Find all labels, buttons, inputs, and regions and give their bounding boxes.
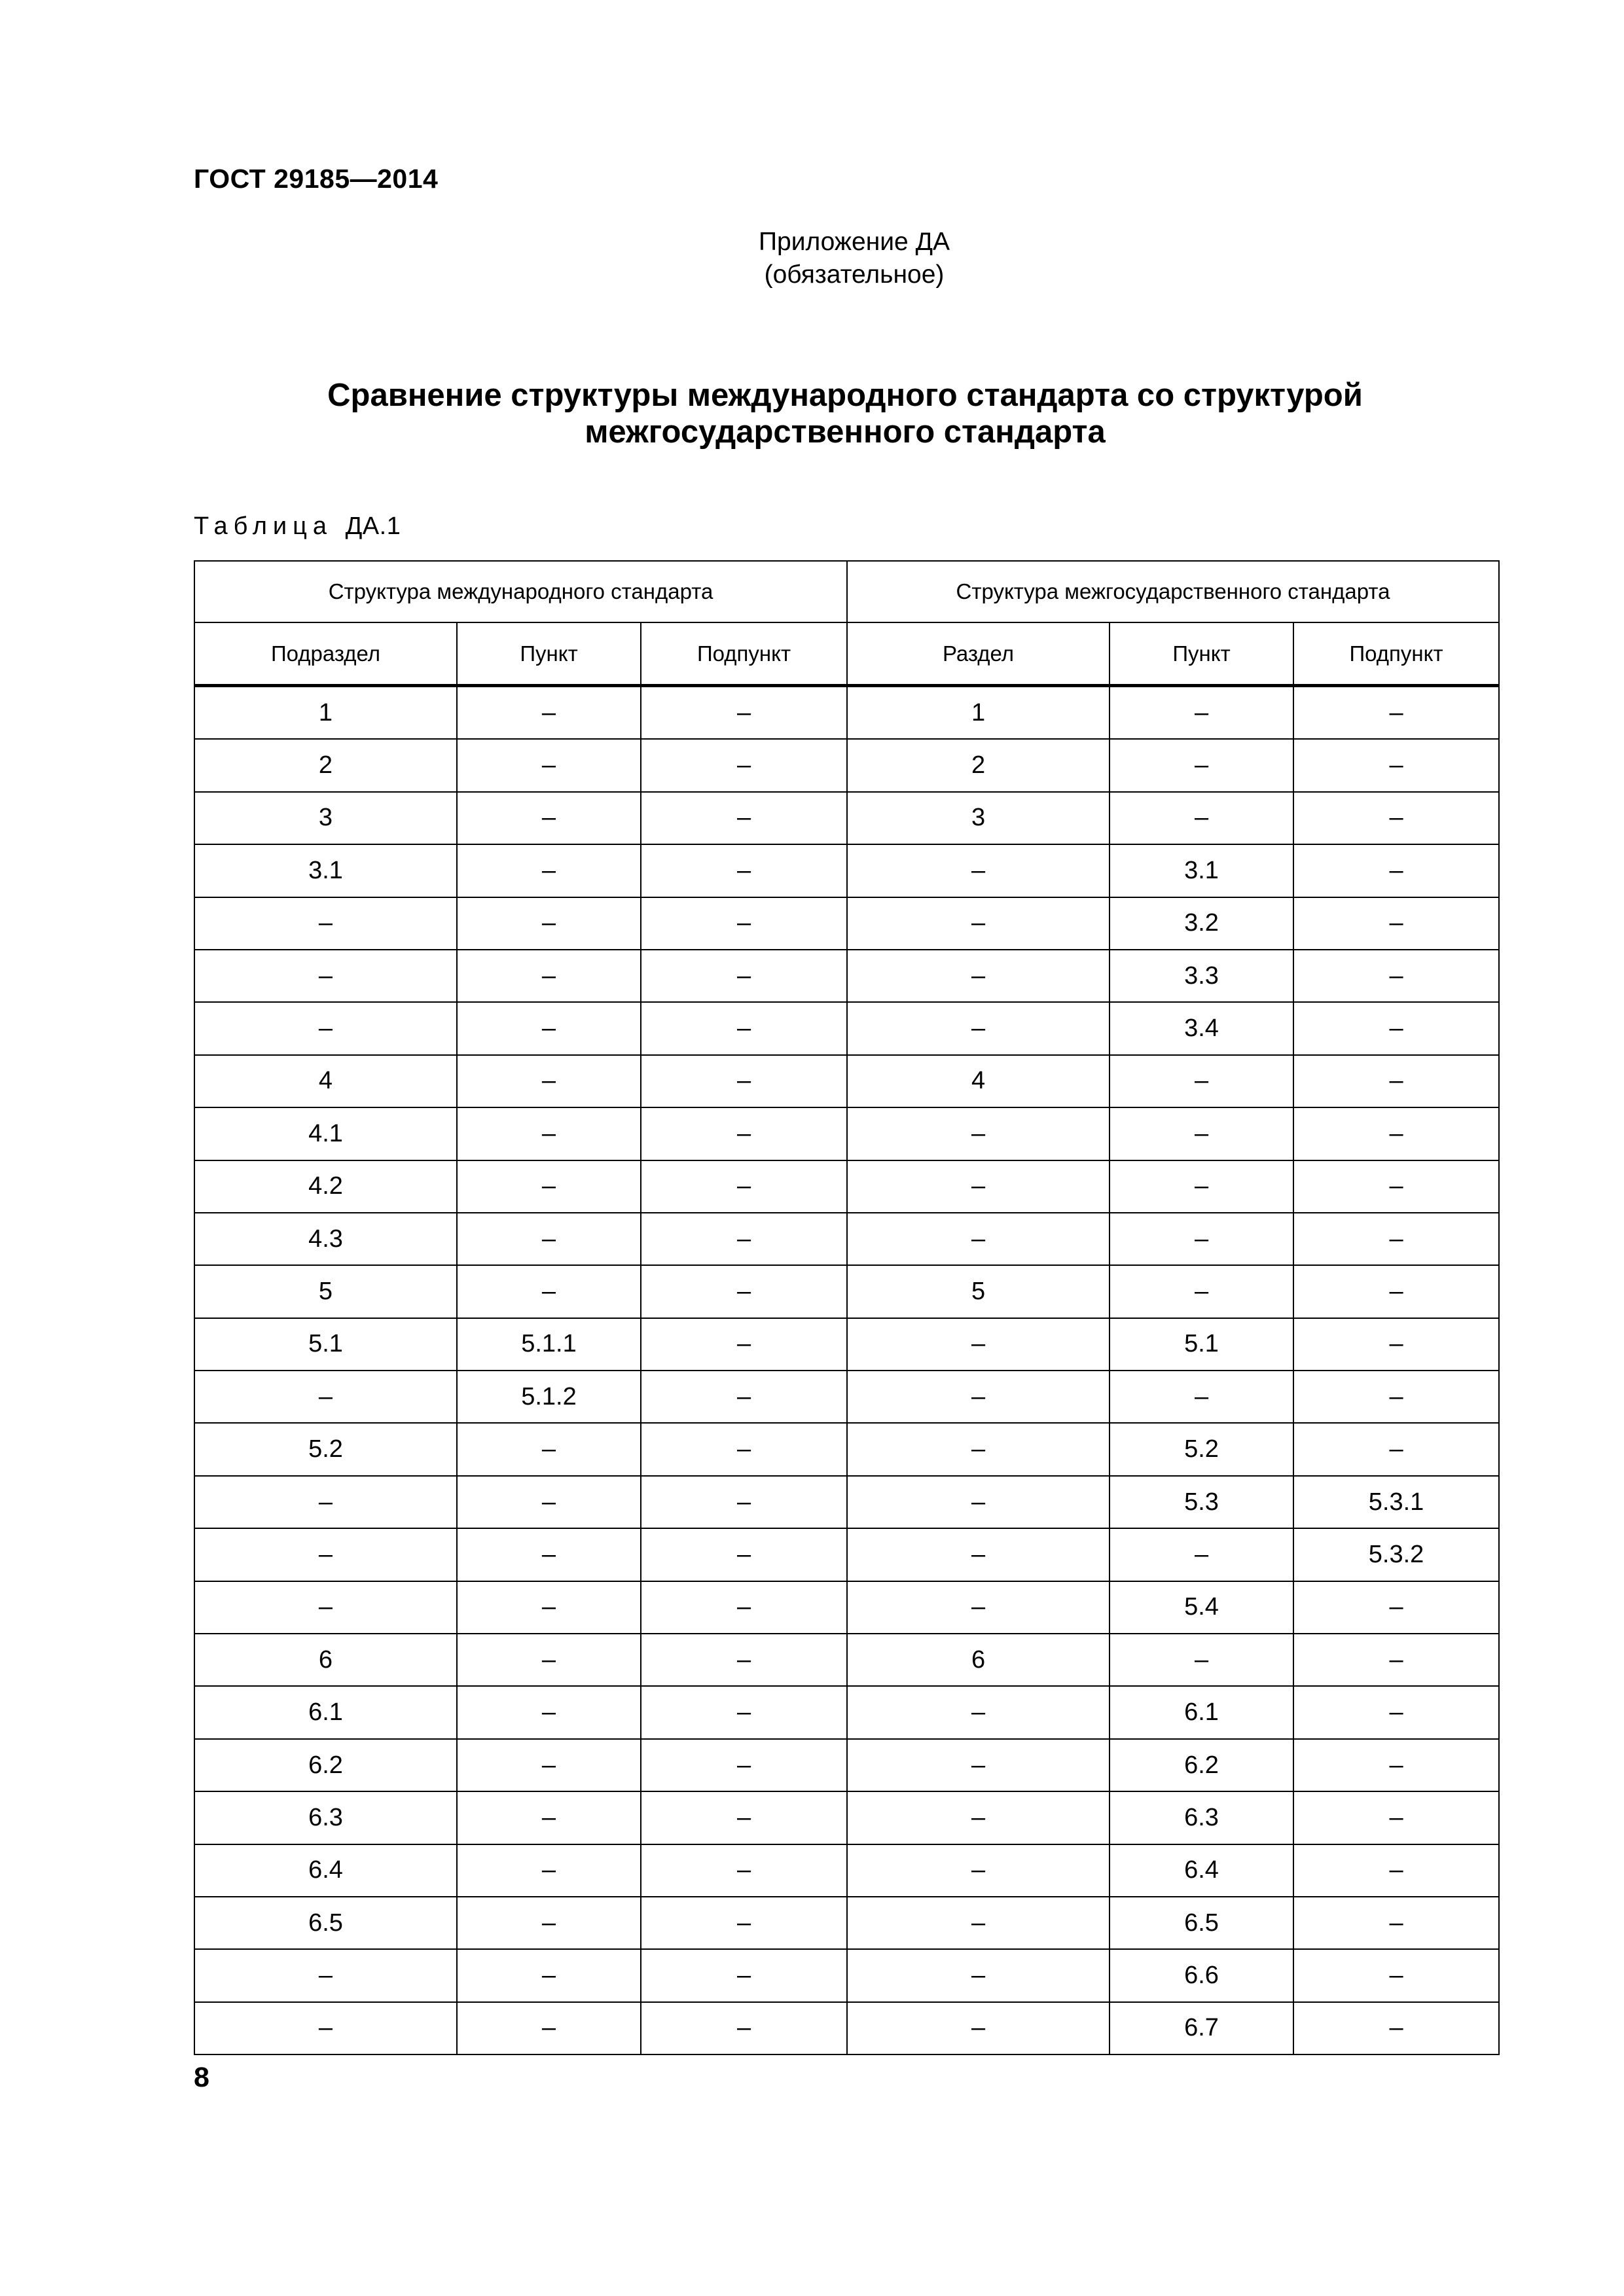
document-code: ГОСТ 29185—2014 — [194, 164, 439, 194]
table-caption-word: Таблица — [194, 512, 333, 540]
table-cell: – — [641, 1002, 847, 1054]
table-cell: – — [457, 686, 641, 740]
table-row — [194, 1686, 1499, 1738]
table-row — [194, 1371, 1499, 1423]
table-cell: 2 — [194, 739, 457, 791]
table-cell: 5 — [194, 1265, 457, 1318]
table-cell: – — [847, 1107, 1110, 1160]
table-cell: – — [1110, 1634, 1293, 1686]
table-cell: – — [641, 1265, 847, 1318]
table-cell: – — [194, 1476, 457, 1528]
column-header: Пункт — [1110, 622, 1293, 686]
table-row — [194, 950, 1499, 1002]
table-cell: 3.1 — [194, 844, 457, 897]
table-cell: – — [1293, 1213, 1499, 1265]
table-cell: – — [1293, 1634, 1499, 1686]
table-caption — [194, 512, 401, 541]
table-cell: – — [847, 1423, 1110, 1475]
table-cell: – — [194, 2002, 457, 2054]
table-cell: – — [847, 1160, 1110, 1213]
table-cell: – — [847, 1318, 1110, 1371]
table-caption-number: ДА.1 — [345, 512, 401, 540]
table-cell: 4.2 — [194, 1160, 457, 1213]
table-cell: – — [457, 1160, 641, 1213]
table-cell: – — [847, 1213, 1110, 1265]
table-cell: – — [847, 1739, 1110, 1791]
group-header-interstate: Структура межгосударственного стандарта — [847, 561, 1499, 622]
table-cell: 5 — [847, 1265, 1110, 1318]
column-header: Подпункт — [1293, 622, 1499, 686]
table-cell: – — [641, 1160, 847, 1213]
table-row — [194, 1213, 1499, 1265]
table-cell: – — [641, 1686, 847, 1738]
table-cell: 6.6 — [1110, 1949, 1293, 2001]
appendix-title: Приложение ДА — [758, 228, 950, 256]
column-header: Подраздел — [194, 622, 457, 686]
table-cell: 6.5 — [1110, 1897, 1293, 1949]
table-cell: – — [1293, 1265, 1499, 1318]
table-cell: 4 — [847, 1055, 1110, 1107]
table-cell: – — [641, 1791, 847, 1844]
table-cell: – — [1293, 686, 1499, 740]
table-cell: 5.1.1 — [457, 1318, 641, 1371]
table-cell: 5.4 — [1110, 1581, 1293, 1634]
table-row — [194, 1423, 1499, 1475]
table-cell: 6 — [194, 1634, 457, 1686]
table-row — [194, 897, 1499, 950]
table-row — [194, 1318, 1499, 1371]
table-cell: 6.2 — [1110, 1739, 1293, 1791]
table-cell: – — [1293, 1002, 1499, 1054]
table-cell: – — [847, 1371, 1110, 1423]
column-header: Подпункт — [641, 622, 847, 686]
table-cell: – — [641, 1107, 847, 1160]
table-row — [194, 1897, 1499, 1949]
table-cell: – — [641, 1739, 847, 1791]
table-cell: – — [847, 1528, 1110, 1581]
table-cell: – — [457, 792, 641, 844]
table-row — [194, 1634, 1499, 1686]
table-cell: – — [1293, 1686, 1499, 1738]
table-cell: – — [1110, 1107, 1293, 1160]
table-cell: – — [641, 1897, 847, 1949]
table-cell: 5.1.2 — [457, 1371, 641, 1423]
table-cell: – — [847, 1791, 1110, 1844]
table-cell: – — [194, 897, 457, 950]
table-cell: – — [641, 739, 847, 791]
table-cell: – — [641, 1528, 847, 1581]
appendix-type: (обязательное) — [764, 260, 945, 289]
table-group-header-row — [194, 561, 1499, 622]
table-cell: 5.3.1 — [1293, 1476, 1499, 1528]
table-cell: – — [194, 1371, 457, 1423]
table-row — [194, 1160, 1499, 1213]
table-cell: – — [457, 1476, 641, 1528]
table-cell: – — [641, 792, 847, 844]
table-cell: – — [1293, 897, 1499, 950]
table-cell: – — [194, 1949, 457, 2001]
table-cell: – — [641, 2002, 847, 2054]
table-cell: – — [1110, 792, 1293, 844]
table-row — [194, 792, 1499, 844]
table-cell: – — [1293, 1791, 1499, 1844]
table-row — [194, 1949, 1499, 2001]
table-cell: 2 — [847, 739, 1110, 791]
table-cell: 3.2 — [1110, 897, 1293, 950]
table-cell: 6.1 — [1110, 1686, 1293, 1738]
table-cell: – — [1110, 686, 1293, 740]
table-cell: – — [1293, 1160, 1499, 1213]
table-cell: 6.5 — [194, 1897, 457, 1949]
table-cell: – — [194, 950, 457, 1002]
table-row — [194, 686, 1499, 740]
table-cell: – — [847, 897, 1110, 950]
table-cell: 5.2 — [1110, 1423, 1293, 1475]
column-header: Пункт — [457, 622, 641, 686]
table-cell: 3.4 — [1110, 1002, 1293, 1054]
table-cell: – — [641, 1318, 847, 1371]
table-cell: – — [1293, 1949, 1499, 2001]
table-cell: – — [457, 1791, 641, 1844]
table-cell: 6.2 — [194, 1739, 457, 1791]
table-cell: – — [847, 1897, 1110, 1949]
table-cell: 4 — [194, 1055, 457, 1107]
table-cell: – — [457, 1897, 641, 1949]
table-cell: – — [194, 1528, 457, 1581]
table-cell: 6.1 — [194, 1686, 457, 1738]
table-cell: – — [457, 1581, 641, 1634]
table-row — [194, 1581, 1499, 1634]
table-cell: – — [641, 1581, 847, 1634]
table-cell: 3 — [194, 792, 457, 844]
table-cell: – — [641, 1844, 847, 1897]
table-cell: – — [457, 1739, 641, 1791]
table-cell: – — [641, 950, 847, 1002]
table-cell: – — [457, 1055, 641, 1107]
table-cell: – — [1110, 1528, 1293, 1581]
group-header-international: Структура международного стандарта — [194, 561, 847, 622]
table-cell: – — [457, 1002, 641, 1054]
table-cell: – — [457, 897, 641, 950]
table-cell: 3.3 — [1110, 950, 1293, 1002]
table-cell: 6.4 — [1110, 1844, 1293, 1897]
table-cell: – — [457, 1686, 641, 1738]
page-number: 8 — [194, 2062, 209, 2093]
table-cell: – — [1293, 1055, 1499, 1107]
table-cell: – — [641, 686, 847, 740]
appendix-heading — [684, 226, 1024, 291]
table-cell: – — [1293, 2002, 1499, 2054]
table-cell: 6.3 — [1110, 1791, 1293, 1844]
table-cell: 4.3 — [194, 1213, 457, 1265]
table-row — [194, 1791, 1499, 1844]
table-row — [194, 739, 1499, 791]
table-cell: – — [641, 1423, 847, 1475]
section-title-line-2: межгосударственного стандарта — [585, 414, 1106, 450]
table-cell: – — [1110, 1371, 1293, 1423]
table-cell: 5.3.2 — [1293, 1528, 1499, 1581]
table-cell: – — [1293, 1107, 1499, 1160]
table-cell: – — [457, 950, 641, 1002]
table-cell: – — [1293, 950, 1499, 1002]
table-cell: – — [457, 1213, 641, 1265]
table-cell: – — [1293, 1897, 1499, 1949]
table-cell: 5.3 — [1110, 1476, 1293, 1528]
table-cell: – — [1293, 1423, 1499, 1475]
table-cell: – — [1110, 739, 1293, 791]
table-cell: – — [1110, 1265, 1293, 1318]
table-cell: – — [641, 1476, 847, 1528]
table-cell: – — [641, 1949, 847, 2001]
table-cell: – — [457, 844, 641, 897]
table-cell: – — [1293, 739, 1499, 791]
table-cell: – — [847, 2002, 1110, 2054]
table-cell: – — [641, 1371, 847, 1423]
table-cell: – — [847, 1686, 1110, 1738]
table-cell: 5.1 — [194, 1318, 457, 1371]
table-cell: – — [1293, 1371, 1499, 1423]
table-cell: – — [194, 1581, 457, 1634]
section-title — [194, 377, 1496, 450]
table-row — [194, 1844, 1499, 1897]
table-cell: – — [457, 1528, 641, 1581]
table-cell: 3.1 — [1110, 844, 1293, 897]
table-cell: – — [457, 1844, 641, 1897]
table-cell: – — [1110, 1160, 1293, 1213]
column-header: Раздел — [847, 622, 1110, 686]
table-cell: – — [847, 1844, 1110, 1897]
table-cell: – — [847, 844, 1110, 897]
table-row — [194, 1739, 1499, 1791]
table-cell: – — [457, 739, 641, 791]
table-cell: 6.4 — [194, 1844, 457, 1897]
table-cell: 6.7 — [1110, 2002, 1293, 2054]
table-column-header-row — [194, 622, 1499, 686]
table-cell: – — [457, 1107, 641, 1160]
table-cell: 6.3 — [194, 1791, 457, 1844]
section-title-line-1: Сравнение структуры международного стандарта со структурой — [327, 378, 1363, 413]
structure-comparison-table — [194, 560, 1500, 2055]
table-row — [194, 1476, 1499, 1528]
table-cell: 3 — [847, 792, 1110, 844]
table-row — [194, 1107, 1499, 1160]
table-cell: – — [1110, 1055, 1293, 1107]
table-cell: – — [457, 1949, 641, 2001]
table-cell: – — [847, 1581, 1110, 1634]
table-cell: – — [1293, 1581, 1499, 1634]
table-cell: – — [1293, 1844, 1499, 1897]
table-cell: – — [847, 950, 1110, 1002]
table-row — [194, 1002, 1499, 1054]
table-cell: – — [847, 1949, 1110, 2001]
table-cell: – — [641, 897, 847, 950]
table-cell: – — [641, 844, 847, 897]
table-cell: – — [1110, 1213, 1293, 1265]
table-cell: 6 — [847, 1634, 1110, 1686]
table-row — [194, 1265, 1499, 1318]
table-cell: – — [457, 1423, 641, 1475]
table-cell: – — [194, 1002, 457, 1054]
table-cell: – — [641, 1634, 847, 1686]
table-row — [194, 844, 1499, 897]
table-row — [194, 1528, 1499, 1581]
table-row — [194, 2002, 1499, 2054]
table-cell: – — [1293, 844, 1499, 897]
table-cell: 5.1 — [1110, 1318, 1293, 1371]
table-cell: – — [847, 1002, 1110, 1054]
table-cell: 1 — [194, 686, 457, 740]
table-cell: 1 — [847, 686, 1110, 740]
table-row — [194, 1055, 1499, 1107]
table-cell: – — [1293, 1318, 1499, 1371]
table-cell: – — [1293, 1739, 1499, 1791]
table-cell: 4.1 — [194, 1107, 457, 1160]
table-cell: – — [1293, 792, 1499, 844]
table-cell: – — [457, 1265, 641, 1318]
table-cell: 5.2 — [194, 1423, 457, 1475]
table-cell: – — [457, 1634, 641, 1686]
table-cell: – — [641, 1213, 847, 1265]
table-cell: – — [847, 1476, 1110, 1528]
table-cell: – — [457, 2002, 641, 2054]
table-cell: – — [641, 1055, 847, 1107]
